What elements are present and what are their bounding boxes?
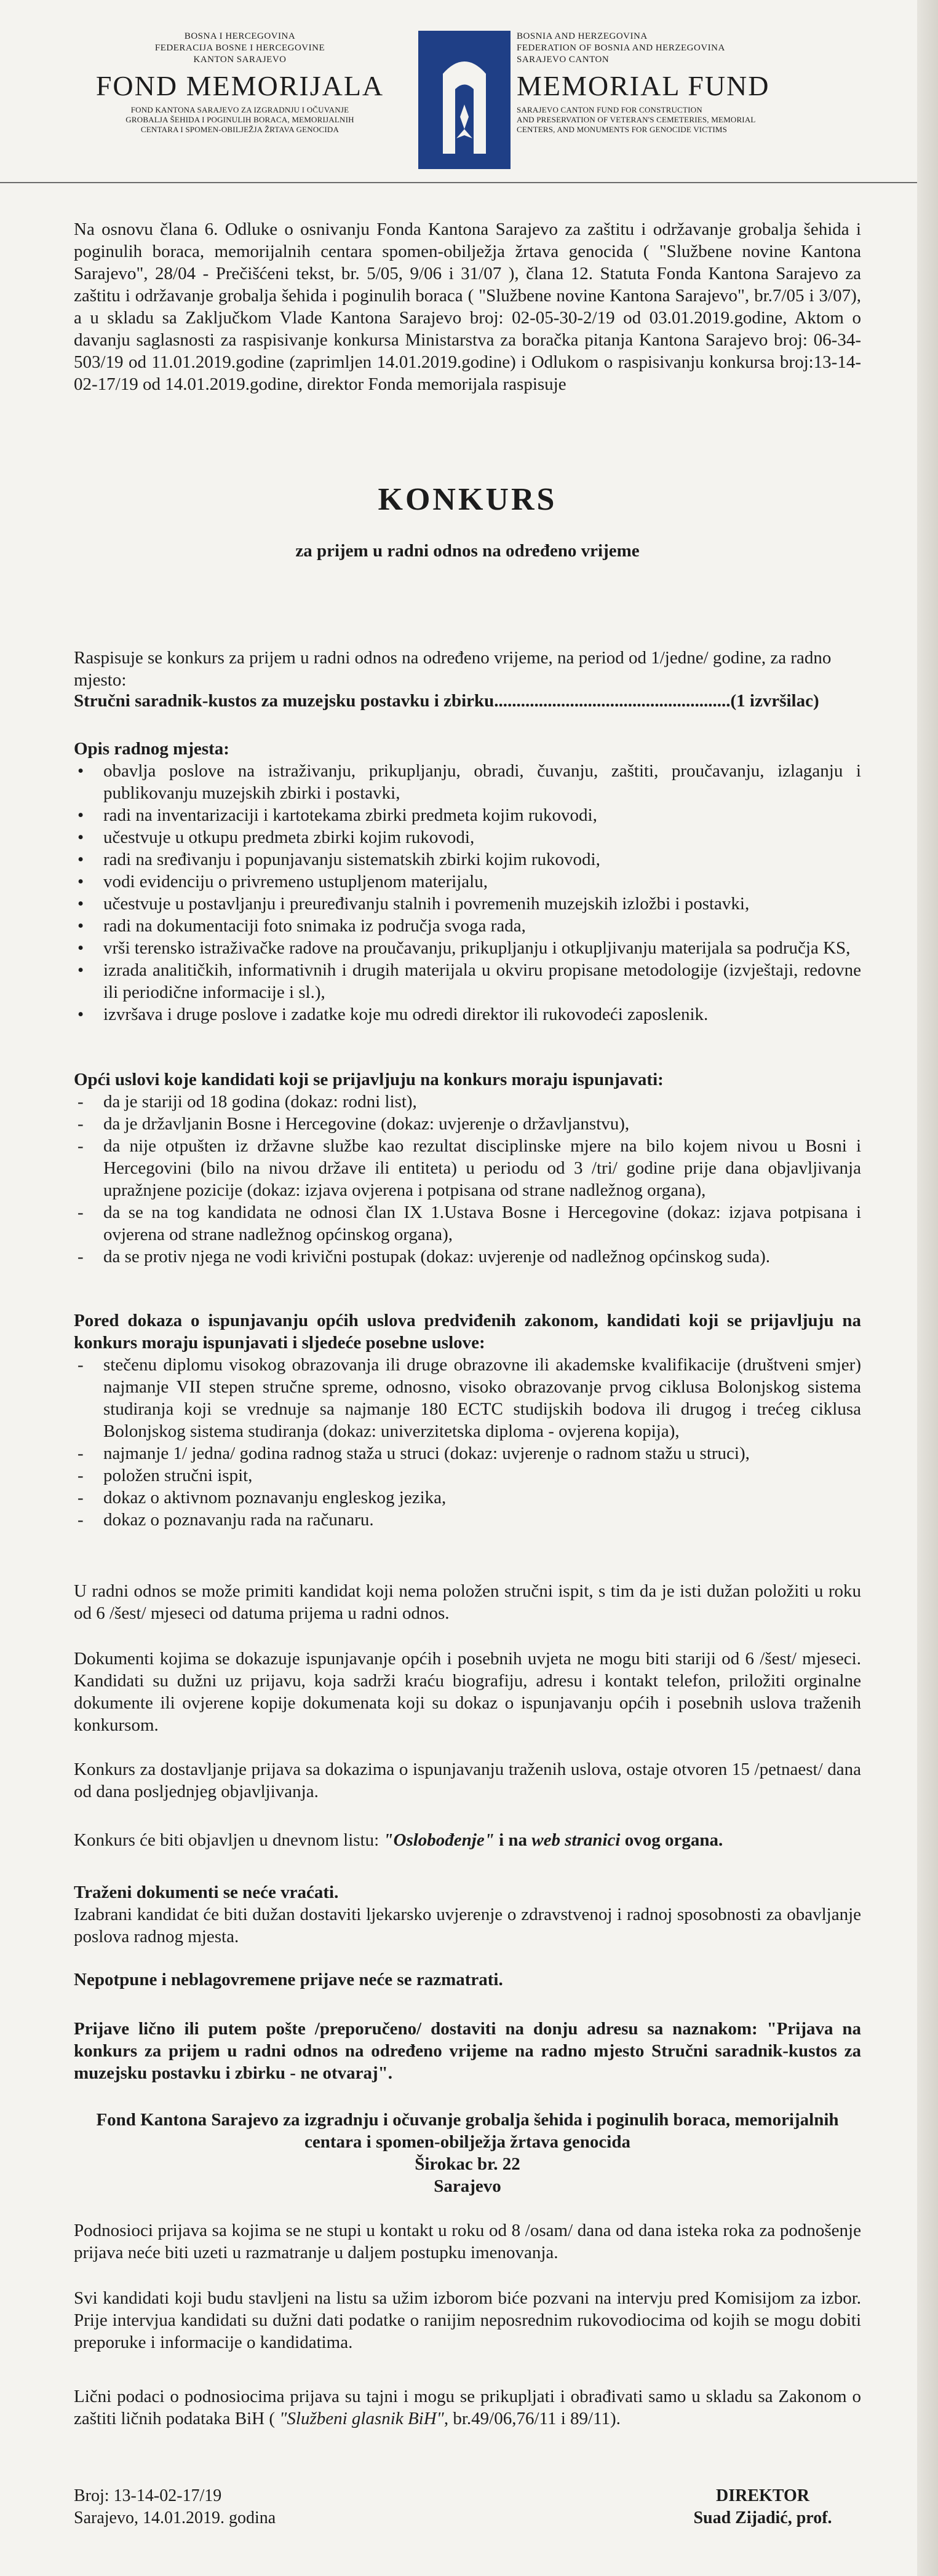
letterhead-left	[74, 31, 406, 135]
list-item: • učestvuje u postavljanju i preuređivanju stalnih i povremenih muzejskih izložbi i postavki,	[78, 894, 750, 914]
hdr-left-sub: CENTARA I SPOMEN-OBILJEŽJA ŽRTAVA GENOCIDA	[140, 125, 340, 134]
address-block	[74, 2109, 861, 2197]
objava-paragraph: Konkurs će biti objavljen u dnevnom listu: "Oslobođenje" i na web stranici ovog organa.	[74, 1830, 723, 1850]
fund-title-english: MEMORIAL FUND	[517, 70, 770, 101]
doc-date: Sarajevo, 14.01.2019. godina	[74, 2508, 276, 2527]
konkurs-title: KONKURS	[378, 482, 557, 517]
hdr-left-sub: GROBALJA ŠEHIDA I POGINULIH BORACA, MEMORIJALNIH	[125, 115, 354, 124]
list-item: - da je stariji od 18 godina (dokaz: rodni list),	[78, 1092, 417, 1112]
intervju-paragraph: Svi kandidati koji budu stavljeni na listu sa užim izborom biće pozvani na intervju pred Komisijom za izbor. Prije intervjua kandidati su dužni dati podatke o ranijim neposrednim rukovodiocima od kojih se mogu dobiti preporuke i informacije o kandidatima.	[74, 2288, 861, 2352]
list-item: • radi na sređivanju i popunjavanju sistematskih zbirki kojim rukovodi,	[78, 850, 600, 869]
signatory-title: DIREKTOR	[716, 2486, 809, 2505]
list-item: • radi na dokumentaciji foto snimaka iz područja svoga rada,	[78, 916, 526, 936]
list-item: • obavlja poslove na istraživanju, prikupljanju, obradi, čuvanju, zaštiti, proučavanju, izlaganju i publikovanju muzejskih zbirki i postavki,	[78, 761, 861, 803]
list-item: - da se na tog kandidata ne odnosi član IX 1.Ustava Bosne i Hercegovine (dokaz: izjava potpisana i ovjerena od strane nadležnog općinskog organa),	[78, 1203, 861, 1244]
opci-list	[74, 1091, 861, 1268]
hdr-left-line: BOSNA I HERCEGOVINA	[184, 31, 296, 41]
hdr-left-sub: FOND KANTONA SARAJEVO ZA IZGRADNJU I OČUVANJE	[130, 105, 349, 114]
list-item: - da nije otpušten iz državne službe kao rezultat disciplinske mjere na bilo kojem nivou u Bosni i Hercegovini (bilo na nivou države ili entiteta) u periodu od 3 /tri/ godine prije dana objavljivanja upražnjene pozicije (dokaz: izjava ovjerena i potpisana od strane nadležnog organa),	[78, 1136, 861, 1200]
intro-paragraph: Na osnovu člana 6. Odluke o osnivanju Fonda Kantona Sarajevo za zaštitu i održavanje grobalja šehida i poginulih boraca, memorijalnih centara spomen-obilježja žrtava genocida ( "Službene novine Kantona Sarajevo", 28/04 - Prečišćeni tekst, br. 5/05, 9/06 i 31/07 ), člana 12. Statuta Fonda Kantona Sarajevo za zaštitu i održavanje grobalja šehida i poginulih boraca ( "Službene novine Kantona Sarajevo", br.7/05 i 3/07), a u skladu sa Zaključkom Vlade Kantona Sarajevo broj: 02-05-30-2/19 od 03.01.2019.godine, Aktom o davanju saglasnosti za raspisivanje konkursa Ministarstva za boračka pitanja Kantona Sarajevo broj: 06-34-503/19 od 11.01.2019.godine (zaprimljen 14.01.2019.godine) i Odlukom o raspisivanju konkursa broj:13-14-02-17/19 od 14.01.2019.godine, direktor Fonda memorijala raspisuje	[74, 219, 861, 394]
address-line: Sarajevo	[434, 2176, 501, 2196]
letterhead-right	[517, 31, 849, 135]
opci-section	[74, 1069, 861, 1268]
dokumenti-paragraph: Dokumenti kojima se dokazuje ispunjavanje općih i posebnih uvjeta ne mogu biti stariji od 6 /šest/ mjeseci. Kandidati su dužni uz prijavu, koja sadrži kraću biografiju, adresu i kontakt telefon, priložiti orginalne dokumente ili ovjerene kopije dokumenata koji su dokaz o ispunjavanju općih i posebnih uslova traženih konkursom.	[74, 1649, 861, 1735]
header-divider	[0, 182, 917, 183]
vracati-text: Izabrani kandidat će biti dužan dostaviti ljekarsko uvjerenje o zdravstvenoj i radnoj sposobnosti za obavljanje poslova radnog mjesta.	[74, 1905, 861, 1946]
doc-number: Broj: 13-14-02-17/19	[74, 2486, 222, 2505]
opci-heading: Opći uslovi koje kandidati koji se prijavljuju na konkurs moraju ispunjavati:	[74, 1070, 664, 1089]
list-item: - da se protiv njega ne vodi krivični postupak (dokaz: uvjerenje od nadležnog općinskog suda).	[78, 1247, 770, 1266]
vracati-section	[74, 1881, 861, 1948]
address-line: centara i spomen-obilježja žrtava genocida	[304, 2132, 630, 2152]
nepotpune-line: Nepotpune i neblagovremene prijave neće se razmatrati.	[74, 1970, 503, 1989]
list-item: - najmanje 1/ jedna/ godina radnog staža u struci (dokaz: uvjerenje o radnom stažu u struci),	[78, 1444, 750, 1463]
list-item: • izvršava i druge poslove i zadatke koje mu odredi direktor ili rukovodeći zaposlenik.	[78, 1005, 709, 1024]
list-item: • vodi evidenciju o privremeno ustupljenom materijalu,	[78, 872, 488, 891]
page-edge-shadow	[917, 0, 938, 2576]
memorial-fund-logo	[418, 31, 511, 169]
signature-block	[689, 2485, 837, 2529]
hdr-right-line: SARAJEVO CANTON	[517, 55, 610, 65]
hdr-right-line: BOSNIA AND HERZEGOVINA	[517, 31, 648, 41]
vracati-heading: Traženi dokumenti se neće vraćati.	[74, 1883, 339, 1902]
opis-heading: Opis radnog mjesta:	[74, 739, 229, 759]
hdr-left-line: KANTON SARAJEVO	[193, 55, 287, 65]
opis-section	[74, 738, 861, 1025]
fund-title-local: FOND MEMORIJALA	[95, 70, 384, 101]
list-item: - dokaz o aktivnom poznavanju engleskog jezika,	[78, 1488, 447, 1507]
posebni-heading: Pored dokaza o ispunjavanju općih uslova predviđenih zakonom, kandidati koji se prijavljuju na konkurs moraju ispunjavati i sljedeće posebne uslove:	[74, 1311, 861, 1353]
kontakt-paragraph: Podnosioci prijava sa kojima se ne stupi u kontakt u roku od 8 /osam/ dana od dana isteka roka za podnošenje prijava neće biti uzeti u razmatranje u daljem postupku imenovanja.	[74, 2221, 861, 2262]
letterhead	[74, 25, 849, 178]
opis-list	[74, 760, 861, 1025]
otvoren-paragraph: Konkurs za dostavljanje prijava sa dokazima o ispunjavanju traženih uslova, ostaje otvoren 15 /petnaest/ dana od dana posljednjeg objavljivanja.	[74, 1760, 861, 1801]
list-item: • izrada analitičkih, informativnih i drugih materijala u okviru propisane metodologije (izvještaji, redovne ili periodične informacije i sl.),	[78, 960, 861, 1002]
posebni-list	[74, 1354, 861, 1531]
hdr-right-sub: AND PRESERVATION OF VETERAN'S CEMETERIES, MEMORIAL	[517, 115, 756, 124]
list-item: • radi na inventarizaciji i kartotekama zbirki predmeta kojim rukovodi,	[78, 805, 597, 825]
list-item: - da je državljanin Bosne i Hercegovine (dokaz: uvjerenje o državljanstvu),	[78, 1114, 630, 1134]
document-reference	[74, 2485, 276, 2529]
list-item: - stečenu diplomu visokog obrazovanja ili druge obrazovne ili akademske kvalifikacije (društveni smjer) najmanje VII stepen stručne spreme, odnosno, visoko obrazovanje prvog ciklusa Bolonjskog sistema studiranja koji se vrednuje sa najmanje 180 ECTC studijskih bodova ili drugog i trećeg ciklusa Bolonjskog sistema studiranja (dokaz: univerzitetska diploma - ovjerena kopija),	[78, 1355, 861, 1441]
raspisuje-line: Raspisuje se konkurs za prijem u radni odnos na određeno vrijeme, na period od 1/jedne/ godine, za radno mjesto:	[74, 648, 832, 690]
list-item: - dokaz o poznavanju rada na računaru.	[78, 1510, 374, 1530]
konkurs-subtitle: za prijem u radni odnos na određeno vrijeme	[295, 541, 640, 561]
logo-emblem-icon	[418, 31, 511, 169]
hdr-left-line: FEDERACIJA BOSNE I HERCEGOVINE	[154, 43, 325, 53]
ispit-paragraph: U radni odnos se može primiti kandidat koji nema položen stručni ispit, s tim da je isti dužan položiti u roku od 6 /šest/ mjeseci od datuma prijema u radni odnos.	[74, 1581, 861, 1623]
licni-paragraph: Lični podaci o podnosiocima prijava su tajni i mogu se prikupljati i obrađivati samo u skladu sa Zakonom o zaštiti ličnih podataka BiH ( "Službeni glasnik BiH", br.49/06,76/11 i 89/11).	[74, 2387, 861, 2428]
list-item: • učestvuje u otkupu predmeta zbirki kojim rukovodi,	[78, 828, 475, 847]
hdr-right-line: FEDERATION OF BOSNIA AND HERZEGOVINA	[517, 43, 725, 53]
hdr-right-sub: SARAJEVO CANTON FUND FOR CONSTRUCTION	[517, 105, 702, 114]
posebni-section	[74, 1310, 861, 1531]
address-line: Fond Kantona Sarajevo za izgradnju i očuvanje grobalja šehida i poginulih boraca, memorijalnih	[96, 2110, 839, 2130]
address-line: Širokac br. 22	[415, 2154, 520, 2174]
signatory-name: Suad Zijadić, prof.	[693, 2508, 832, 2527]
list-item: • vrši terensko istraživačke radove na proučavanju, prikupljanju i otkupljivanju materijala sa područja KS,	[78, 938, 851, 958]
list-item: - položen stručni ispit,	[78, 1466, 253, 1485]
hdr-right-sub: CENTERS, AND MONUMENTS FOR GENOCIDE VICTIMS	[517, 125, 728, 134]
position-line: Stručni saradnik-kustos za muzejsku postavku i zbirku.....................................................(1 izvršilac)	[74, 691, 819, 711]
prijave-paragraph: Prijave lično ili putem pošte /preporučeno/ dostaviti na donju adresu sa naznakom: "Prijava na konkurs za prijem u radni odnos na određeno vrijeme na radno mjesto Stručni saradnik-kustos za muzejsku postavku i zbirku - ne otvaraj".	[74, 2019, 861, 2083]
